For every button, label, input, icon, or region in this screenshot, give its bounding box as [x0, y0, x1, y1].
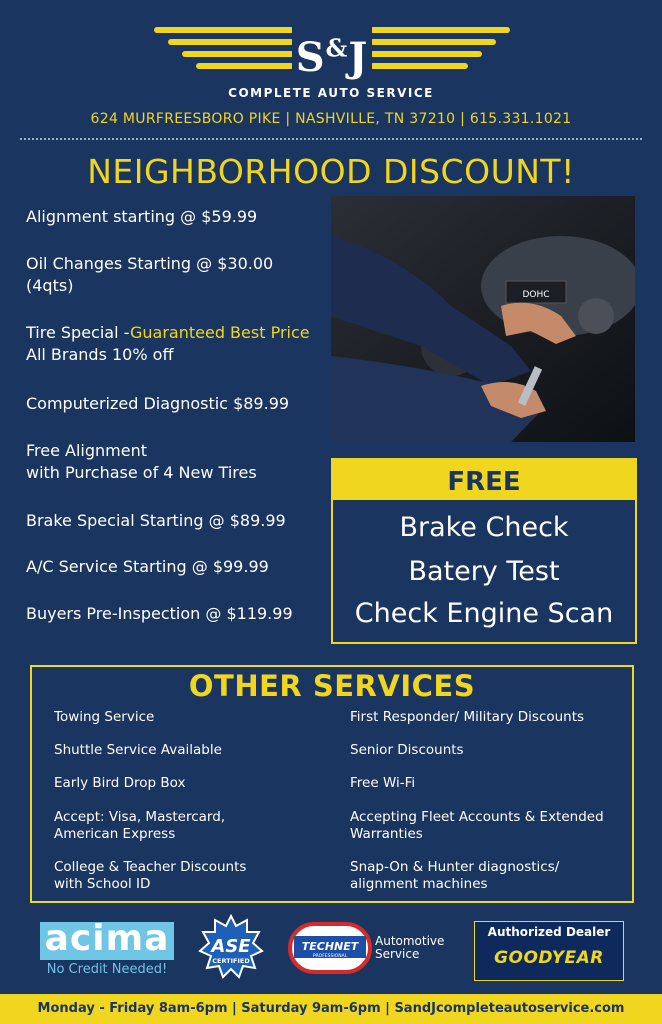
service-item: Snap-On & Hunter diagnostics/ alignment machines — [350, 859, 560, 892]
other-services-title: OTHER SERVICES — [188, 669, 476, 703]
service-item: College & Teacher Discounts with School ID — [54, 859, 247, 892]
service-item: Towing Service — [54, 709, 155, 725]
service-item: First Responder/ Military Discounts — [350, 709, 585, 725]
special-item: Tire Special -Guaranteed Best Price All Brands 10% off — [26, 323, 310, 364]
ase-text: ASE — [211, 936, 251, 957]
address: 624 MURFREESBORO PIKE | NASHVILLE, TN 37210 | 615.331.1021 — [90, 111, 572, 127]
service-item: Shuttle Service Available — [54, 742, 222, 758]
special-item: Brake Special Starting @ $89.99 — [26, 511, 286, 530]
logo-text: S&J — [295, 34, 369, 82]
engine-illustration — [331, 196, 635, 442]
free-title: FREE — [333, 460, 635, 500]
technet-subtext: PROFESSIONAL — [312, 954, 348, 959]
acima-wordmark: acima — [44, 918, 170, 959]
special-item: A/C Service Starting @ $99.99 — [26, 557, 269, 576]
goodyear-wordmark: GOODYEAR — [494, 948, 604, 968]
ase-certified-logo — [198, 914, 264, 980]
other-services-box — [30, 665, 634, 903]
logo-wing — [370, 27, 510, 33]
service-item: Accept: Visa, Mastercard, American Express — [54, 809, 226, 842]
acima-tagline: No Credit Needed! — [46, 962, 168, 977]
logo-mark — [292, 22, 372, 82]
service-item: Accepting Fleet Accounts & Extended Warranties — [350, 809, 604, 842]
divider — [20, 138, 642, 140]
logo-wing — [196, 63, 294, 69]
acima-logo — [40, 918, 174, 960]
goodyear-logo — [474, 921, 624, 981]
svg-text:DOHC: DOHC — [522, 290, 550, 300]
logo-wing — [154, 27, 294, 33]
ase-subtext: CERTIFIED — [212, 957, 250, 965]
technet-text: TECHNET — [301, 940, 359, 953]
service-item: Senior Discounts — [350, 742, 464, 758]
logo-wing — [182, 51, 294, 57]
mechanic-photo — [331, 196, 635, 442]
goodyear-authorized: Authorized Dealer — [487, 925, 611, 939]
logo-wing — [370, 63, 468, 69]
footer-hours: Monday - Friday 8am-6pm | Saturday 9am-6pm | SandJcompleteautoservice.com — [0, 994, 662, 1024]
special-item: Oil Changes Starting @ $30.00 (4qts) — [26, 254, 274, 295]
service-item: Early Bird Drop Box — [54, 775, 186, 791]
headline: NEIGHBORHOOD DISCOUNT! — [87, 152, 575, 191]
special-item: Free Alignment with Purchase of 4 New Tires — [26, 441, 257, 482]
special-item: Alignment starting @ $59.99 — [26, 207, 258, 226]
free-item: Brake Check — [399, 512, 569, 543]
logo-wing — [370, 51, 482, 57]
tagline: COMPLETE AUTO SERVICE — [228, 86, 434, 100]
special-item: Buyers Pre-Inspection @ $119.99 — [26, 604, 293, 623]
technet-label: Automotive Service — [375, 934, 445, 961]
free-services-box — [331, 458, 637, 644]
service-item: Free Wi-Fi — [350, 775, 416, 791]
special-item: Computerized Diagnostic $89.99 — [26, 394, 290, 413]
logo-wing — [168, 39, 294, 45]
technet-logo — [288, 920, 372, 976]
logo-wing — [370, 39, 496, 45]
free-item: Batery Test — [408, 556, 560, 587]
free-item: Check Engine Scan — [354, 598, 614, 629]
